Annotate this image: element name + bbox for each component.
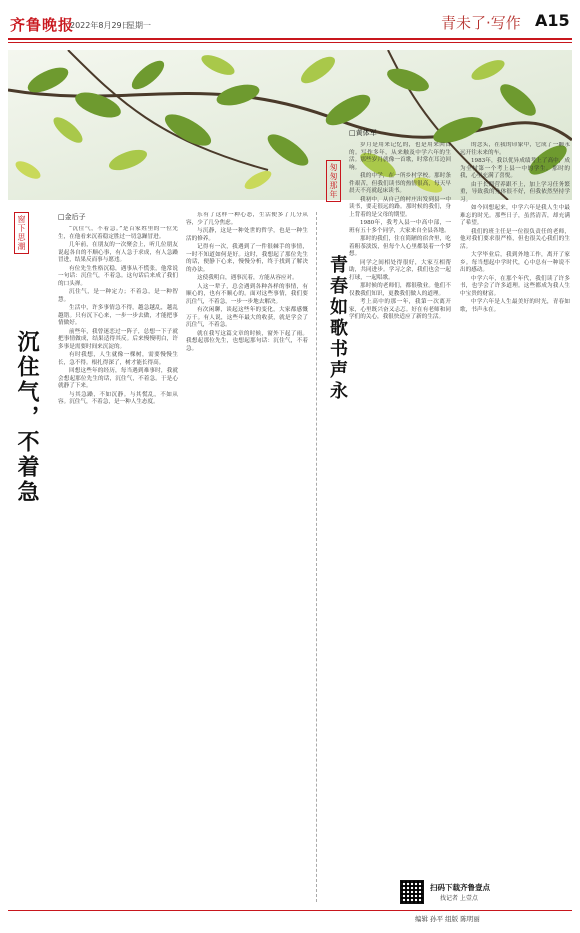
- editor-credits: 编辑 孙平 组版 陈明丽: [415, 915, 480, 923]
- paragraph: 与沉静，这是一种处世的哲学，也是一种生活的修养。: [186, 228, 308, 242]
- paragraph: 记得有一次，我遇到了一件很棘手的事情，一时不知道如何是好。这时，我想起了那位先生的话，便静下心来，慢慢分析，终于找到了解决的办法。: [186, 244, 308, 273]
- paragraph: 这使我明白，遇事沉着，方能从容应对。: [197, 275, 298, 281]
- issue-date: 2022年8月29日: [70, 21, 130, 30]
- column-divider: [316, 212, 317, 902]
- article-body-right-col1: [349, 142, 451, 902]
- paragraph: 前些年，我曾迷恋过一阵子，总想一下子就把事情做成，结果适得其反。后来慢慢明白，许多事是需要时间来沉淀的。: [58, 328, 178, 350]
- paragraph: 乐有了这样一种心态，生活便多了几分从容，少了几分焦虑。: [186, 212, 308, 226]
- paragraph: 1983年，我以优异成绩考上了高中，成为全村第一个考上县一中的学生。那时的我，心里充满了喜悦。: [460, 158, 570, 179]
- paragraph: 1980年，我考入县一中高中部，一班有五十多个同学，大家来自全县各地。: [349, 220, 451, 234]
- paragraph: 我的中学，在一所乡村学校。那时条件艰苦，但我们读书的热情很高，每天早晨天不亮就起床读书。: [349, 173, 451, 194]
- paragraph: 有时我想，人生就像一棵树，需要慢慢生长，急不得。根扎得深了，树才能长得高。: [58, 352, 178, 366]
- qr-subcaption: 找记者 上壹点: [440, 895, 478, 902]
- paragraph: 就在我写这篇文章的时候，窗外下起了雨。我想起那位先生，也想起那句话：沉住气，不着急。: [186, 330, 308, 352]
- paragraph: 岁月是用来记忆的，也是用来回首的。写作多年，从来触及中学六年的生活。那些岁月就像一首歌，时常在耳边回响。: [349, 142, 451, 171]
- header-rule: [8, 38, 572, 40]
- header-rule-thin: [8, 42, 572, 43]
- paragraph: 那时的我们，住在简陋的宿舍里，吃着粗茶淡饭，但每个人心里都装着一个梦想。: [349, 236, 451, 257]
- paragraph: 回想这些年的经历，每当遇到难事时，我就会想起那位先生的话，沉住气，不着急。于是心就静了下来。: [58, 368, 178, 389]
- paragraph: 那时候的老师们，都很敬业。他们不仅教我们知识，更教我们做人的道理。: [349, 283, 451, 297]
- article-body-left-col2: [186, 212, 308, 902]
- paragraph: 如今回想起来，中学六年是我人生中最难忘的时光。那些日子，虽然清苦，却充满了希望。: [460, 205, 570, 226]
- paragraph: 同学之间相处得很好，大家互相帮助，共同进步。学习之余，我们也会一起打球，一起唱歌。: [349, 259, 451, 281]
- article-author-right: □黄体军: [349, 129, 377, 137]
- paragraph: 几年前，在朋友的一次聚会上，听几位朋友说起各自的不顺心事，有人急于求成，有人急躁冒进，结果反而事与愿违。: [58, 242, 178, 263]
- article-title-right: 青春如歌书声永: [327, 255, 348, 402]
- paragraph: “沉住气，不着急。”是百家姓里的一位先生，在他看来沉着稳定胜过一切急躁冒进。: [58, 226, 178, 240]
- paragraph: 与其急躁，不如沉静。与其慌乱，不如从容。沉住气，不着急，是一种人生态度。: [58, 391, 178, 405]
- paragraph: 的念头，在我的印象中，它成了一颗永远开往未来的车。: [460, 142, 570, 156]
- paragraph: 沉住气，是一种定力；不着急，是一种智慧。: [58, 289, 178, 303]
- article-body-right-col2: [460, 142, 570, 872]
- paragraph: 大学毕业后，我到外地工作，离开了家乡。每当想起中学时代，心中总有一种说不出的感动。: [460, 252, 570, 273]
- footer-rule: [8, 910, 572, 911]
- paragraph: 我们的班主任是一位很负责任的老师，他对我们要求很严格，但也很关心我们的生活。: [460, 228, 570, 250]
- newspaper-masthead: 齐鲁晚报: [10, 16, 75, 34]
- page-number: A15: [535, 11, 570, 30]
- paragraph: 由于长期营养跟不上，加上学习任务繁重，导致我的身体很不好，但我依然坚持学习。: [460, 181, 570, 203]
- section-title: 青未了·写作: [441, 14, 521, 32]
- article-author-left: □金后子: [58, 213, 86, 221]
- article-body-left-col1: [58, 226, 178, 901]
- column-rubric-left: 窗下思潮: [14, 212, 29, 254]
- paragraph: 中学六年，在那个年代，我们读了许多书，也学会了许多道理。这些都成为我人生中宝贵的财富。: [460, 275, 570, 297]
- qr-caption: 扫码下载齐鲁壹点: [430, 883, 490, 892]
- paragraph: 有次闲聊，谈起这些年的变化，大家都感慨万千。有人说，这些年最大的收获，就是学会了沉住气，不着急。: [186, 307, 308, 328]
- qr-code-icon[interactable]: [400, 880, 424, 904]
- paragraph: 我初中，从自己的村庄出发到县一中读书，要走很远的路。那时候的我们，身上背着的是父母的期望。: [349, 196, 451, 218]
- column-rubric-right: 匆匆那年: [326, 160, 341, 202]
- paragraph: 人这一辈子，总会遇到各种各样的事情，有顺心的，也有不顺心的。面对这些事情，我们要沉住气，不着急，一步一步地去解决。: [186, 283, 308, 305]
- paragraph: 考上高中的那一年，我第一次离开家，心里既兴奋又忐忑。好在有老师和同学们的关心，我很快适应了新的生活。: [349, 299, 451, 320]
- paragraph: 生活中，许多事情急不得，越急越乱，越乱越错。只有沉下心来，一步一步去做，才能把事情做好。: [58, 305, 178, 326]
- article-title-left: 沉住气，不着急: [14, 330, 40, 505]
- paragraph: 中学六年是人生最美好的时光，青春如歌，书声永在。: [460, 299, 570, 313]
- issue-weekday: 星期一: [127, 21, 151, 30]
- paragraph: 有位先生性格沉稳，遇事从不慌张，他常说一句话：沉住气，不着急。这句话后来成了我们的口头禅。: [58, 265, 178, 287]
